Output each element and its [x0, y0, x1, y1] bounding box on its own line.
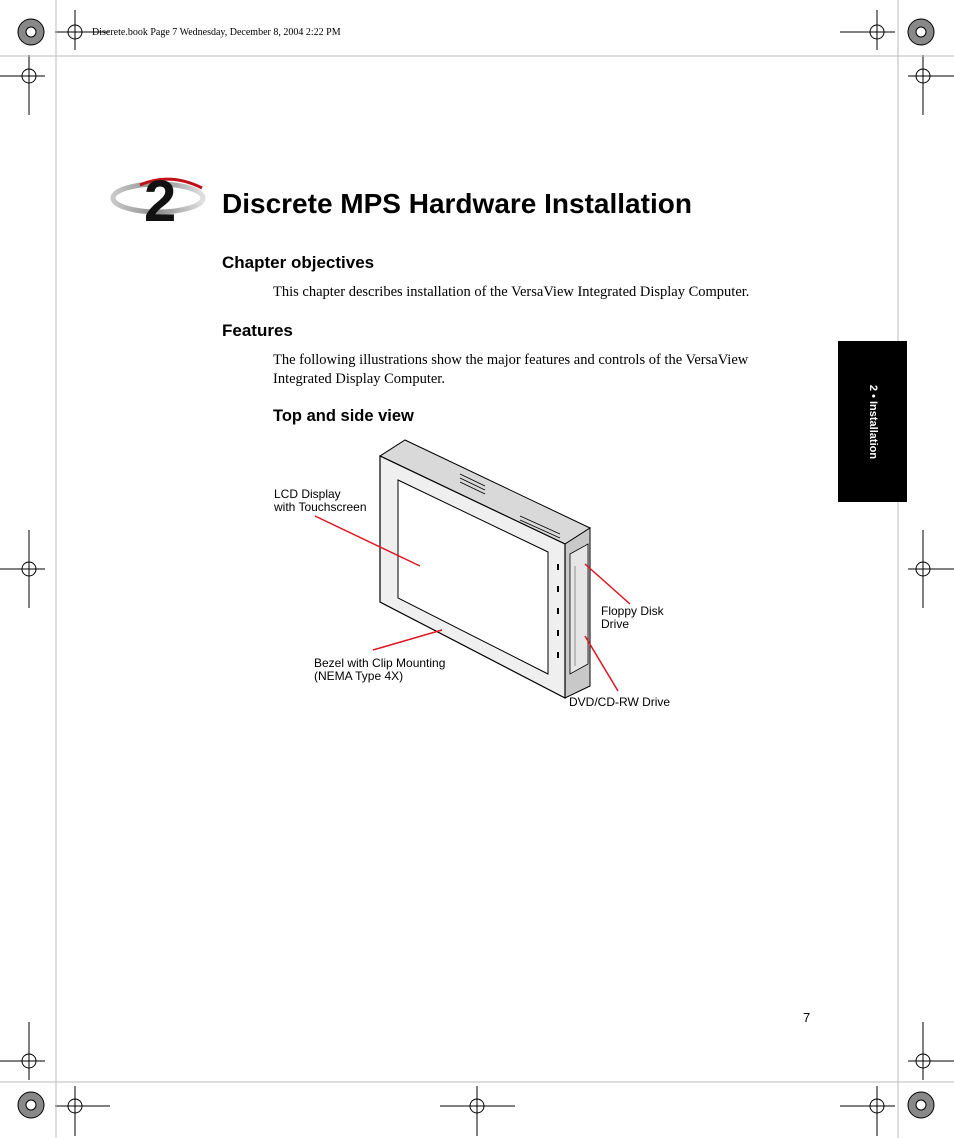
page-number: 7 — [803, 1010, 811, 1025]
running-header: Discrete.book Page 7 Wednesday, December 8, 2004 2:22 PM — [92, 27, 341, 38]
section-heading-features: Features — [222, 321, 293, 340]
label-bezel-line2: (NEMA Type 4X) — [314, 669, 404, 683]
section-heading-objectives: Chapter objectives — [222, 253, 375, 272]
chapter-title: Discrete MPS Hardware Installation — [222, 188, 692, 219]
label-floppy-line1: Floppy Disk — [601, 604, 664, 618]
features-text-line2: Integrated Display Computer. — [273, 371, 445, 387]
section-heading-top-side-view: Top and side view — [273, 407, 414, 425]
label-lcd-line1: LCD Display — [274, 487, 341, 501]
features-text-line1: The following illustrations show the major features and controls of the VersaView — [273, 352, 749, 368]
device-illustration — [270, 436, 680, 714]
label-dvd: DVD/CD-RW Drive — [569, 695, 671, 709]
label-bezel-line1: Bezel with Clip Mounting — [314, 656, 446, 670]
chapter-number: 2 — [144, 169, 177, 234]
chapter-side-tab — [838, 341, 907, 502]
side-tab-label: 2 • Installation — [866, 384, 879, 459]
chapter-number-badge — [110, 170, 210, 240]
label-floppy-line2: Drive — [601, 617, 630, 631]
objectives-text: This chapter describes installation of the VersaView Integrated Display Computer. — [273, 284, 750, 300]
label-lcd-line2: with Touchscreen — [274, 500, 367, 514]
